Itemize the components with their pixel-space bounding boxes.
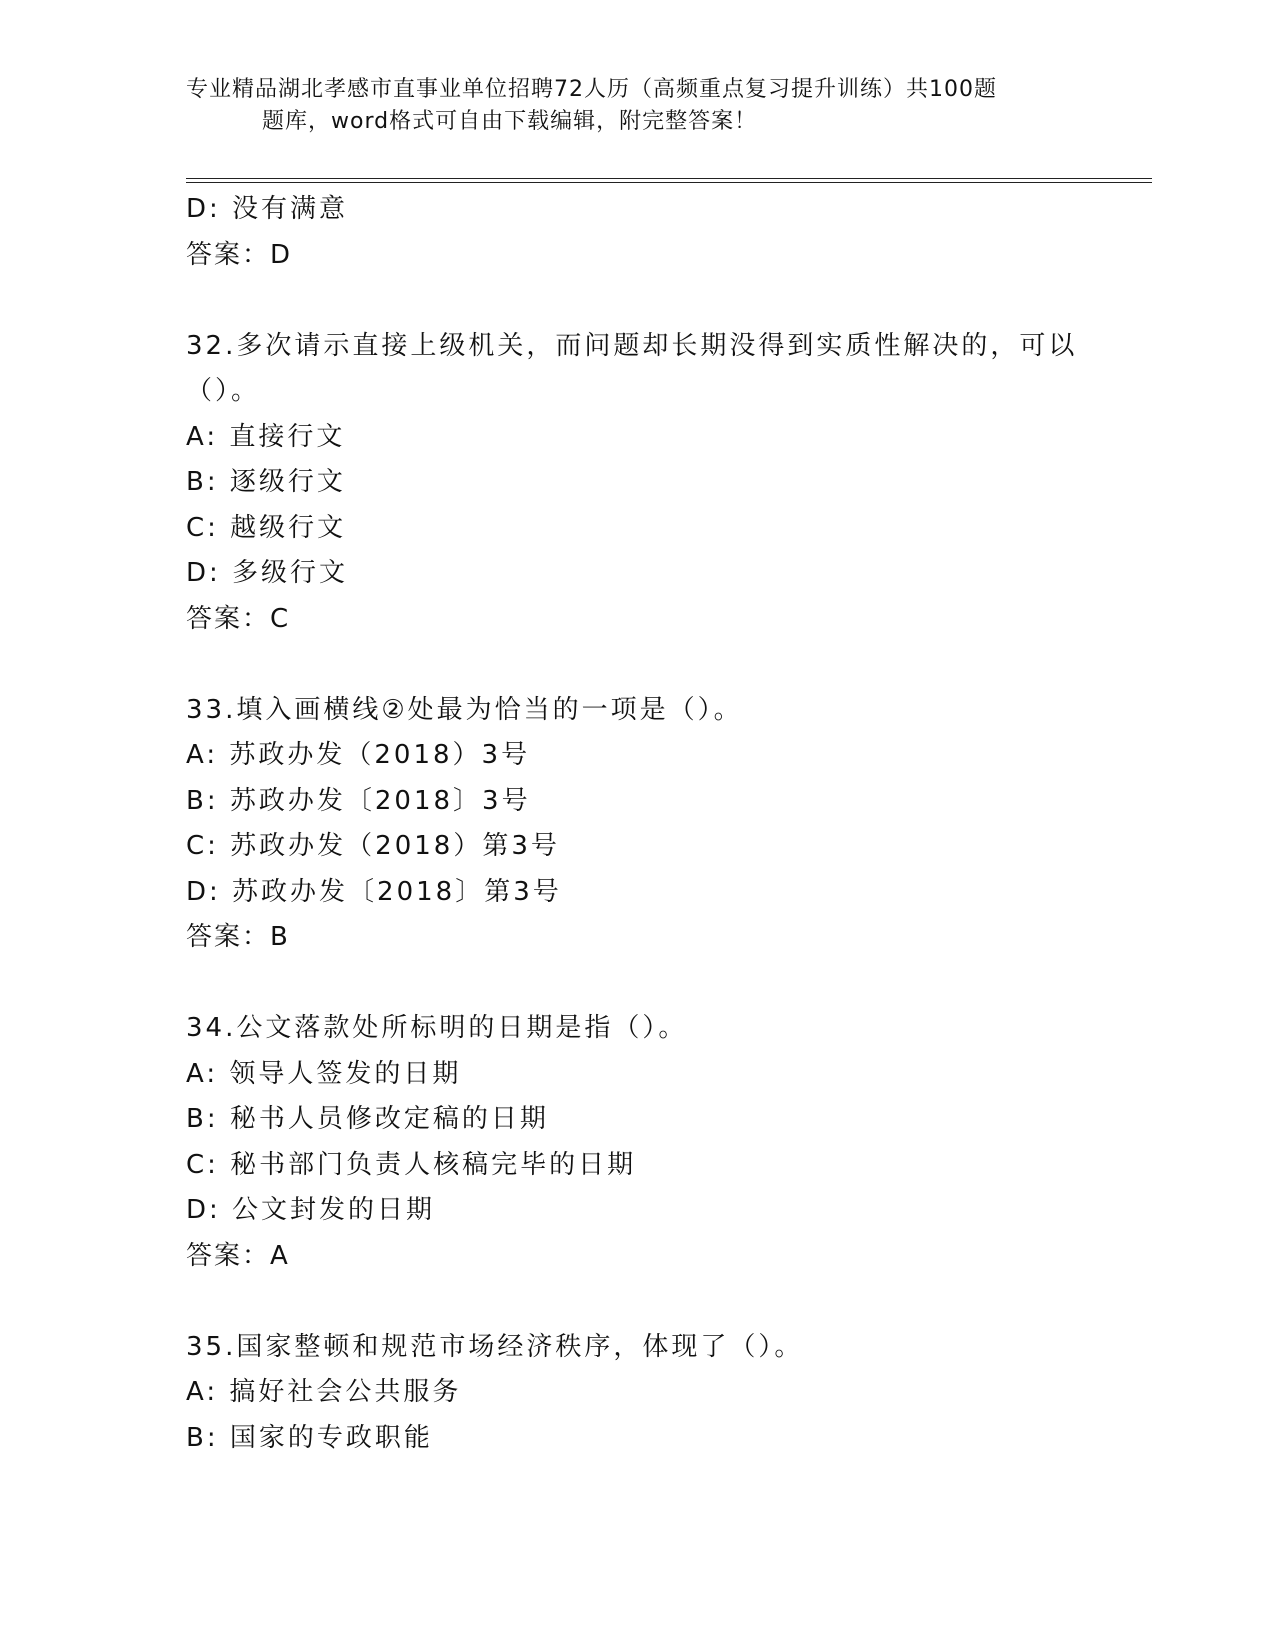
option-item: C: 苏政办发（2018）第3号: [186, 831, 560, 861]
header-divider-bottom: [186, 182, 1152, 183]
question-text: 32.多次请示直接上级机关，而问题却长期没得到实质性解决的，可以: [186, 330, 1078, 361]
option-item: A: 直接行文: [186, 421, 346, 452]
answer-line: 答案：C: [186, 603, 291, 634]
spacer: [186, 278, 1086, 324]
option-item: B: 逐级行文: [186, 467, 346, 497]
option-item: A: 苏政办发（2018）3号: [186, 740, 531, 770]
answer-line: 答案：B: [186, 922, 290, 952]
header-divider-top: [186, 178, 1152, 179]
option-item: B: 国家的专政职能: [186, 1422, 433, 1453]
option-item: B: 秘书人员修改定稿的日期: [186, 1104, 549, 1134]
option-item: A: 搞好社会公共服务: [186, 1377, 462, 1407]
page-header: [186, 74, 1086, 138]
header-title-line-2: 题库，word格式可自由下载编辑，附完整答案！: [262, 109, 758, 134]
option-item: D: 多级行文: [186, 558, 349, 588]
option-item: D: 没有满意: [186, 194, 349, 224]
option-item: C: 秘书部门负责人核稿完毕的日期: [186, 1149, 637, 1180]
spacer: [186, 961, 1086, 1007]
question-text: 35.国家整顿和规范市场经济秩序，体现了（）。: [186, 1331, 804, 1362]
question-text: 34.公文落款处所标明的日期是指（）。: [186, 1013, 688, 1043]
answer-line: 答案：A: [186, 1240, 290, 1271]
spacer: [186, 642, 1086, 688]
answer-line: 答案：D: [186, 239, 293, 270]
question-list: [186, 187, 1086, 1461]
question-text: （）。: [186, 376, 261, 406]
header-title-line-1: 专业精品湖北孝感市直事业单位招聘72人历（高频重点复习提升训练）共100题: [186, 77, 997, 102]
option-item: D: 苏政办发〔2018〕第3号: [186, 876, 562, 907]
option-item: D: 公文封发的日期: [186, 1195, 436, 1225]
option-item: A: 领导人签发的日期: [186, 1058, 462, 1089]
spacer: [186, 1279, 1086, 1325]
option-item: B: 苏政办发〔2018〕3号: [186, 785, 531, 816]
option-item: C: 越级行文: [186, 512, 347, 543]
question-text: 33.填入画横线②处最为恰当的一项是（）。: [186, 694, 743, 725]
